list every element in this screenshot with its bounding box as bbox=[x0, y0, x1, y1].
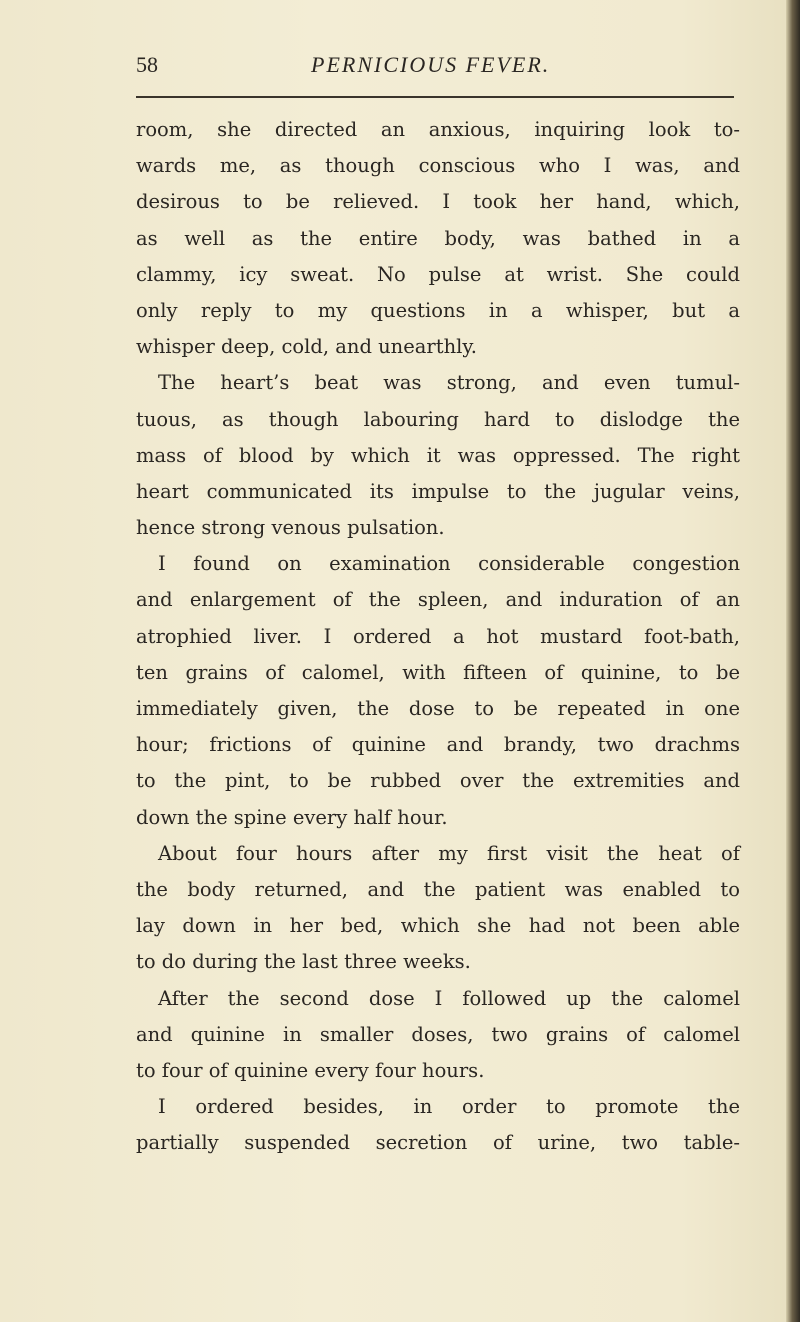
text-line: whisper deep, cold, and unearthly. bbox=[136, 335, 477, 359]
text-line: heart communicated its impulse to the jugular veins, bbox=[136, 479, 740, 503]
body-text bbox=[136, 112, 740, 1161]
text-line: I ordered besides, in order to promote the bbox=[158, 1095, 740, 1119]
page-number: 58 bbox=[136, 52, 158, 77]
text-line: down the spine every half hour. bbox=[136, 805, 448, 829]
text-line: as well as the entire body, was bathed in a bbox=[136, 226, 740, 250]
text-line: ten grains of calomel, with fifteen of quinine, to be bbox=[136, 660, 740, 684]
text-line: atrophied liver. I ordered a hot mustard foot-bath, bbox=[136, 624, 740, 648]
text-line: hence strong venous pulsation. bbox=[136, 516, 445, 540]
text-line: desirous to be relieved. I took her hand, which, bbox=[136, 190, 740, 214]
text-line: The heart’s beat was strong, and even tumul- bbox=[158, 371, 740, 395]
text-line: tuous, as though labouring hard to dislodge the bbox=[136, 407, 740, 431]
text-line: wards me, as though conscious who I was, and bbox=[136, 154, 740, 178]
text-line: room, she directed an anxious, inquiring look to- bbox=[136, 118, 740, 141]
text-line: and enlargement of the spleen, and induration of an bbox=[136, 588, 740, 612]
text-line: About four hours after my first visit the heat of bbox=[158, 841, 740, 865]
text-line: immediately given, the dose to be repeated in one bbox=[136, 697, 740, 720]
text-line: I found on examination considerable congestion bbox=[158, 552, 740, 576]
page-header bbox=[136, 48, 736, 88]
text-line: only reply to my questions in a whisper, but a bbox=[136, 298, 740, 322]
text-line: partially suspended secretion of urine, two table- bbox=[136, 1131, 740, 1155]
text-line: mass of blood by which it was oppressed. The right bbox=[136, 443, 740, 467]
text-line: lay down in her bed, which she had not been able bbox=[136, 914, 740, 938]
text-line: to four of quinine every four hours. bbox=[136, 1058, 485, 1082]
text-line: After the second dose I followed up the calomel bbox=[158, 986, 740, 1010]
text-line: to do during the last three weeks. bbox=[136, 950, 471, 974]
text-line: and quinine in smaller doses, two grains of calomel bbox=[136, 1022, 740, 1046]
text-line: clammy, icy sweat. No pulse at wrist. She could bbox=[136, 262, 740, 286]
text-line: hour; frictions of quinine and brandy, two drachms bbox=[136, 733, 740, 757]
running-title: PERNICIOUS FEVER. bbox=[311, 52, 551, 77]
header-rule bbox=[136, 96, 734, 98]
text-line: to the pint, to be rubbed over the extremities and bbox=[136, 769, 740, 793]
page-edge bbox=[786, 0, 800, 1322]
text-line: the body returned, and the patient was enabled to bbox=[136, 877, 740, 901]
